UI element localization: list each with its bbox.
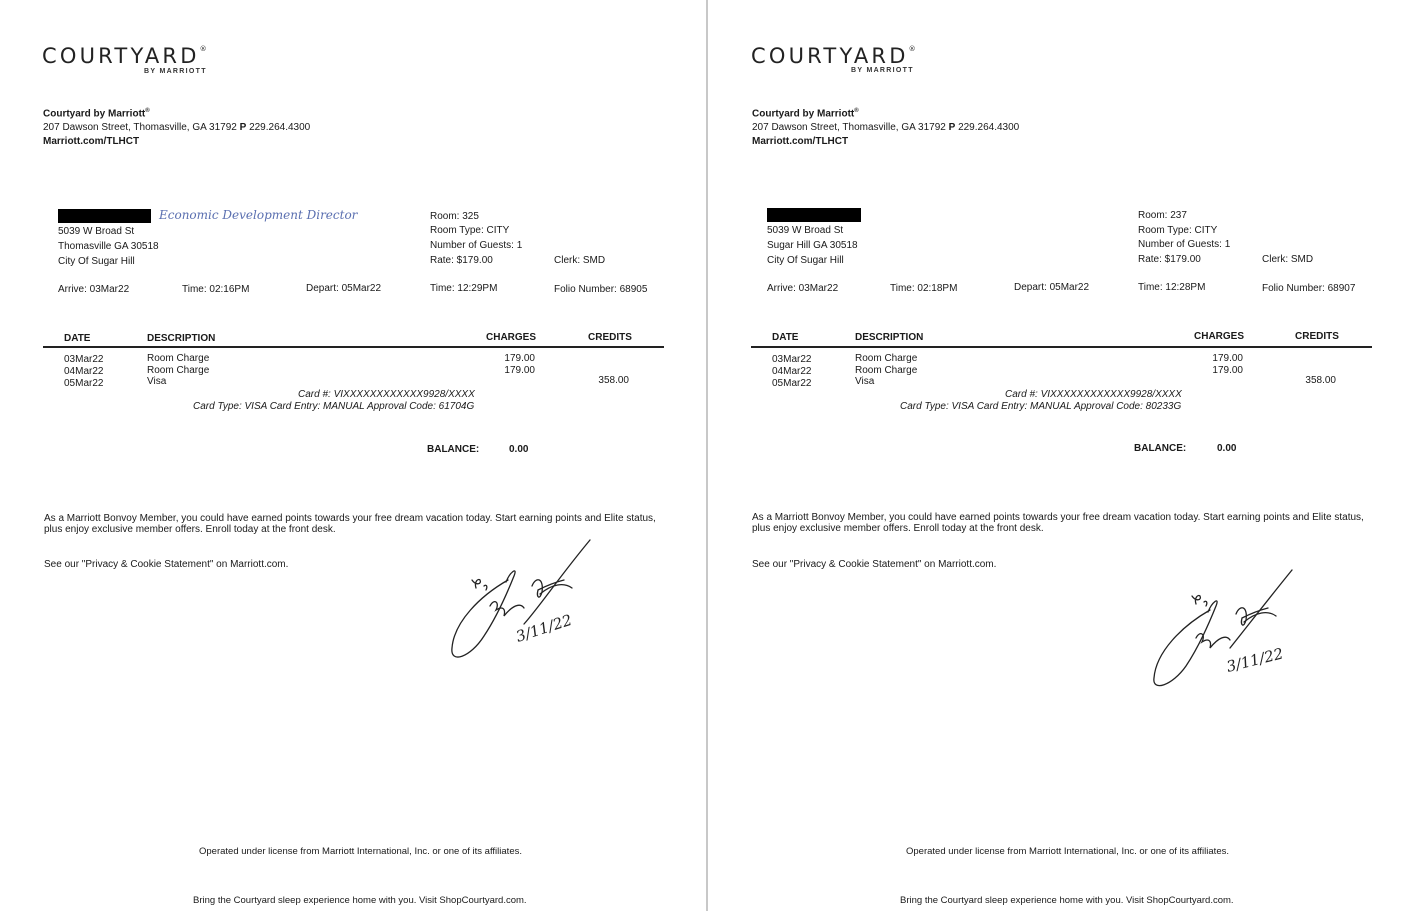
- row-date: 05Mar22: [772, 378, 812, 389]
- depart-time: Time: 12:29PM: [430, 283, 498, 294]
- col-header-charges: CHARGES: [1194, 331, 1245, 342]
- col-header-charges: CHARGES: [486, 332, 537, 343]
- guest-street: 5039 W Broad St: [767, 225, 844, 236]
- room-type: Room Type: CITY: [430, 225, 510, 236]
- bonvoy-message-2: plus enjoy exclusive member offers. Enroll today at the front desk.: [44, 524, 336, 535]
- arrive-time: Time: 02:18PM: [890, 283, 958, 294]
- footer-shop: Bring the Courtyard sleep experience home with you. Visit ShopCourtyard.com.: [900, 895, 1234, 906]
- footer-license: Operated under license from Marriott International, Inc. or one of its affiliates.: [906, 846, 1229, 857]
- guest-city: Sugar Hill GA 30518: [767, 240, 858, 251]
- balance-value: 0.00: [1217, 443, 1237, 454]
- balance-value: 0.00: [509, 444, 529, 455]
- signature-date: 3/11/22: [1224, 644, 1286, 676]
- row-description: Room Charge: [855, 353, 918, 364]
- arrive-date: Arrive: 03Mar22: [767, 283, 839, 294]
- redacted-guest-name: [58, 209, 151, 223]
- row-date: 05Mar22: [64, 378, 104, 389]
- room-type: Room Type: CITY: [1138, 225, 1218, 236]
- room-rate: Rate: $179.00: [430, 255, 493, 266]
- privacy-statement: See our "Privacy & Cookie Statement" on Marriott.com.: [752, 559, 997, 570]
- row-charges: 179.00: [1212, 353, 1243, 364]
- col-header-credits: CREDITS: [588, 332, 632, 343]
- guest-company: City Of Sugar Hill: [58, 256, 135, 267]
- arrive-time: Time: 02:16PM: [182, 284, 250, 295]
- handwritten-title: Economic Development Director: [159, 208, 358, 222]
- bonvoy-message-2: plus enjoy exclusive member offers. Enroll today at the front desk.: [752, 523, 1044, 534]
- card-number-line: Card #: VIXXXXXXXXXXXX9928/XXXX: [298, 389, 475, 400]
- row-description: Room Charge: [147, 365, 210, 376]
- bonvoy-message: As a Marriott Bonvoy Member, you could have earned points towards your free dream vacation today. Start earning points and Elite status,: [44, 513, 656, 524]
- logo-subtitle: BY MARRIOTT: [851, 67, 914, 74]
- col-header-description: DESCRIPTION: [855, 332, 924, 343]
- depart-date: Depart: 05Mar22: [306, 283, 382, 294]
- signature-date: 3/11/22: [513, 610, 575, 646]
- redacted-guest-name: [767, 208, 861, 222]
- card-type-line: Card Type: VISA Card Entry: MANUAL Approval Code: 80233G: [900, 401, 1182, 412]
- folio-page-right: [708, 0, 1414, 911]
- row-description: Visa: [855, 376, 875, 387]
- row-charges: 179.00: [504, 353, 535, 364]
- privacy-statement: See our "Privacy & Cookie Statement" on Marriott.com.: [44, 559, 289, 570]
- depart-time: Time: 12:28PM: [1138, 282, 1206, 293]
- courtyard-logo: COURTYARD®: [42, 44, 207, 68]
- col-header-description: DESCRIPTION: [147, 333, 216, 344]
- row-date: 04Mar22: [772, 366, 812, 377]
- footer-license: Operated under license from Marriott International, Inc. or one of its affiliates.: [199, 846, 522, 857]
- guest-street: 5039 W Broad St: [58, 226, 135, 237]
- footer-shop: Bring the Courtyard sleep experience home with you. Visit ShopCourtyard.com.: [193, 895, 527, 906]
- card-type-line: Card Type: VISA Card Entry: MANUAL Approval Code: 61704G: [193, 401, 475, 412]
- clerk: Clerk: SMD: [554, 255, 606, 266]
- table-header-rule: [751, 346, 1372, 348]
- row-credits: 358.00: [598, 375, 629, 386]
- hotel-website: Marriott.com/TLHCT: [43, 136, 140, 147]
- col-header-date: DATE: [772, 332, 799, 343]
- balance-label: BALANCE:: [1134, 443, 1187, 454]
- room-number: Room: 325: [430, 211, 479, 222]
- row-description: Room Charge: [147, 353, 210, 364]
- handwritten-signature: [440, 536, 600, 666]
- col-header-credits: CREDITS: [1295, 331, 1339, 342]
- hotel-name: Courtyard by Marriott®: [43, 108, 150, 120]
- guest-count: Number of Guests: 1: [430, 240, 523, 251]
- bonvoy-message: As a Marriott Bonvoy Member, you could have earned points towards your free dream vacation today. Start earning points and Elite status,: [752, 512, 1364, 523]
- logo-subtitle: BY MARRIOTT: [144, 68, 207, 75]
- row-description: Room Charge: [855, 365, 918, 376]
- hotel-name: Courtyard by Marriott®: [752, 108, 859, 120]
- handwritten-signature: [1142, 566, 1302, 696]
- hotel-address-line: 207 Dawson Street, Thomasville, GA 31792 P 229.264.4300: [752, 122, 1020, 133]
- table-header-rule: [43, 346, 664, 348]
- room-rate: Rate: $179.00: [1138, 254, 1201, 265]
- room-number: Room: 237: [1138, 210, 1187, 221]
- row-description: Visa: [147, 376, 167, 387]
- card-number-line: Card #: VIXXXXXXXXXXXX9928/XXXX: [1005, 389, 1182, 400]
- folio-number: Folio Number: 68907: [1262, 283, 1356, 294]
- row-charges: 179.00: [504, 365, 535, 376]
- folio-number: Folio Number: 68905: [554, 284, 648, 295]
- courtyard-logo: COURTYARD®: [751, 44, 916, 68]
- guest-count: Number of Guests: 1: [1138, 239, 1231, 250]
- clerk: Clerk: SMD: [1262, 254, 1314, 265]
- guest-company: City Of Sugar Hill: [767, 255, 844, 266]
- hotel-website: Marriott.com/TLHCT: [752, 136, 849, 147]
- arrive-date: Arrive: 03Mar22: [58, 284, 130, 295]
- guest-city: Thomasville GA 30518: [58, 241, 159, 252]
- balance-label: BALANCE:: [427, 444, 480, 455]
- row-charges: 179.00: [1212, 365, 1243, 376]
- depart-date: Depart: 05Mar22: [1014, 282, 1090, 293]
- hotel-address-line: 207 Dawson Street, Thomasville, GA 31792 P 229.264.4300: [43, 122, 311, 133]
- row-credits: 358.00: [1305, 375, 1336, 386]
- row-date: 03Mar22: [64, 354, 104, 365]
- col-header-date: DATE: [64, 333, 91, 344]
- row-date: 04Mar22: [64, 366, 104, 377]
- row-date: 03Mar22: [772, 354, 812, 365]
- folio-page-left: [0, 0, 706, 911]
